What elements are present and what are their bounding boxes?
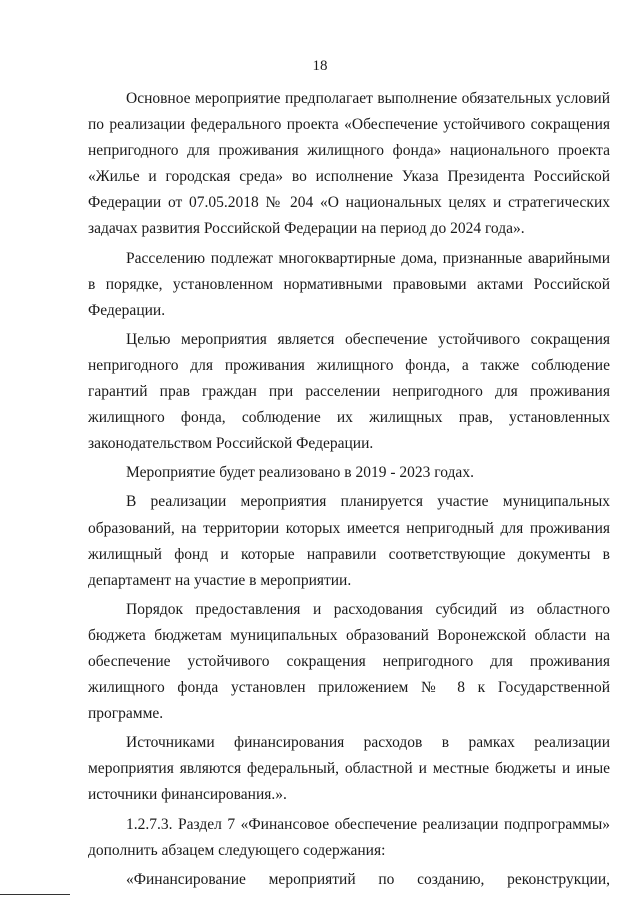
paragraph-period: Мероприятие будет реализовано в 2019 - 2023 годах. — [126, 464, 474, 482]
page-number: 18 — [312, 58, 328, 74]
paragraph-subsidy-procedure: Порядок предоставления и расходования субсидий из областного бюджета бюджетам муниципальных образований Воронежской области на обеспечение устойчивого сокращения непригодного для проживания жилищного фонда установлен приложением № 8 к Государственной программе. — [88, 600, 610, 723]
paragraph-main-event: Основное мероприятие предполагает выполнение обязательных условий по реализации федерального проекта «Обеспечение устойчивого сокращения непригодного для проживания жилищного фонда» национального проекта «Жилье и городская среда» во исполнение Указа Президента Российской Федерации от 07.05.2018 № 204 «О национальных целях и стратегических задачах развития Российской Федерации на период до 2024 года». — [88, 90, 610, 238]
paragraph-goal: Целью мероприятия является обеспечение устойчивого сокращения непригодного для проживания жилищного фонда, а также соблюдение гарантий прав граждан при расселении непригодного для проживания жилищного фонда, соблюдение их жилищных прав, установленных законодательством Российской Федерации. — [88, 330, 610, 453]
footer-rule — [0, 894, 70, 895]
paragraph-resettlement: Расселению подлежат многоквартирные дома, признанные аварийными в порядке, установленном нормативными правовыми актами Российской Федерации. — [88, 249, 610, 319]
paragraph-section-amendment: 1.2.7.3. Раздел 7 «Финансовое обеспечение реализации подпрограммы» дополнить абзацем следующего содержания: — [88, 815, 610, 859]
paragraph-participation: В реализации мероприятия планируется участие муниципальных образований, на территории которых имеется непригодный для проживания жилищный фонд и которые направили соответствующие документы в департамент на участие в мероприятии. — [88, 493, 610, 589]
document-body — [88, 86, 610, 896]
paragraph-funding-sources: Источниками финансирования расходов в рамках реализации мероприятия являются федеральный, областной и местные бюджеты и иные источники финансирования.». — [88, 734, 610, 804]
paragraph-financing-continued: «Финансирование мероприятий по созданию, реконструкции, — [126, 870, 610, 888]
